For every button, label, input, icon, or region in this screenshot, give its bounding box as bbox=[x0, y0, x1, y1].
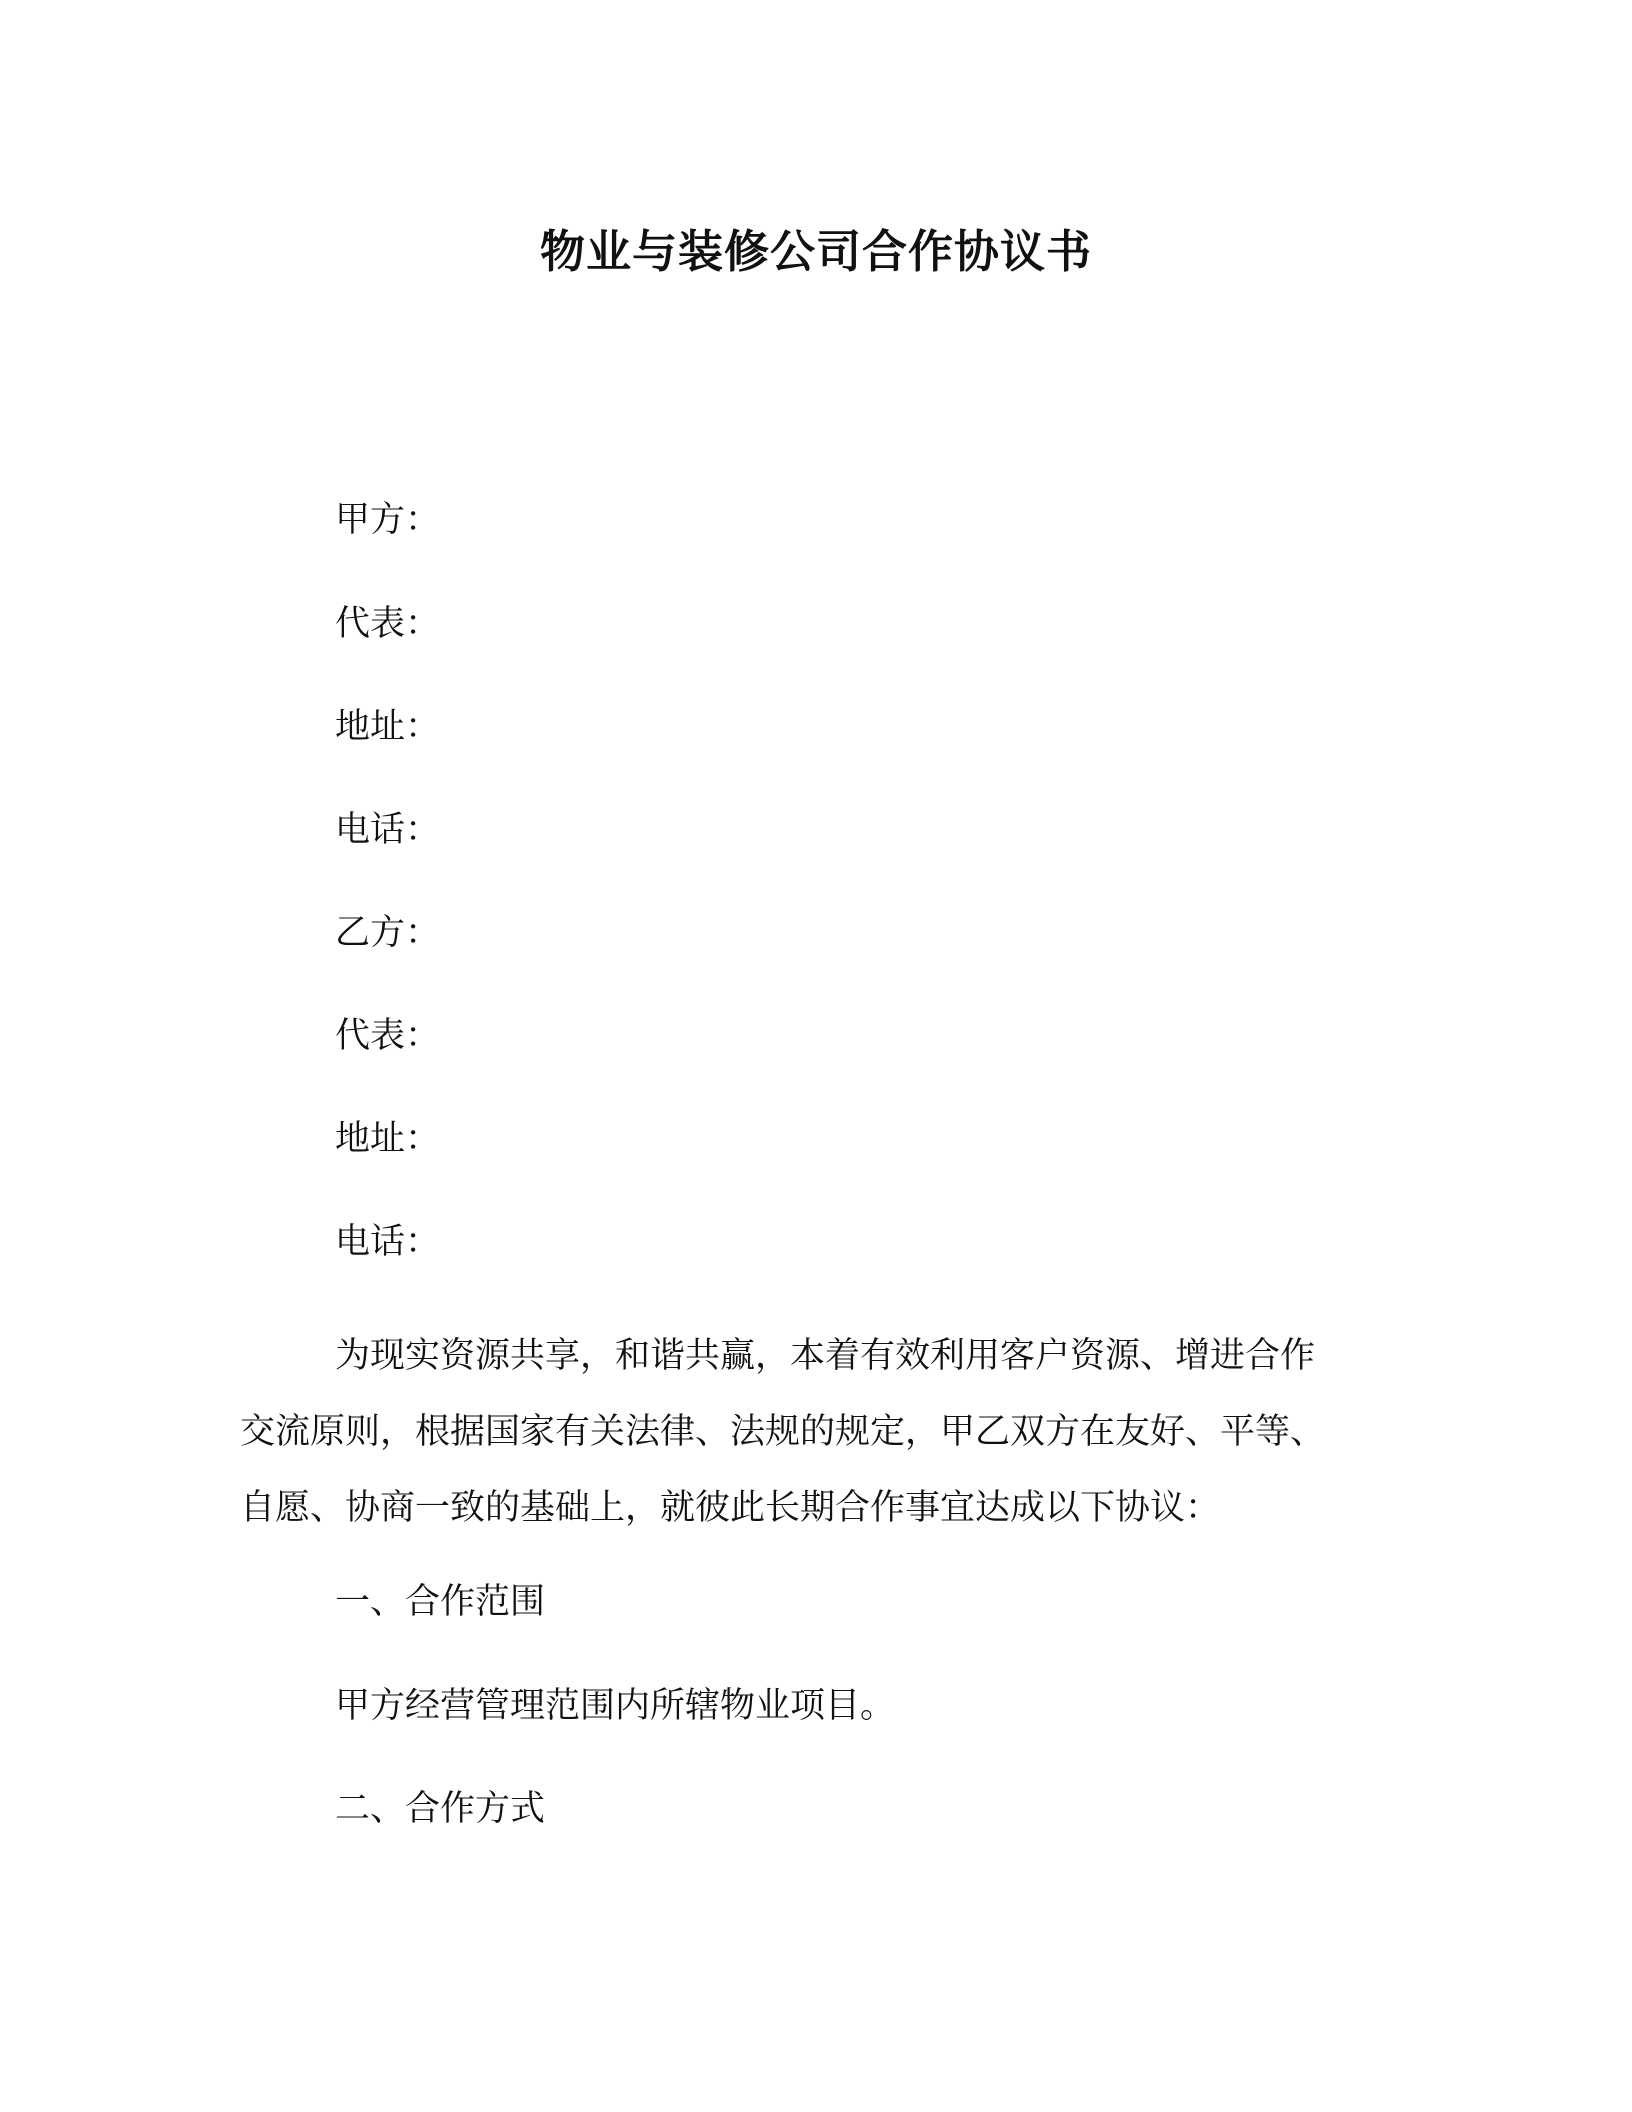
section-2-heading: 二、合作方式 bbox=[335, 1789, 546, 1829]
preamble-line: 为现实资源共享，和谐共赢，本着有效利用客户资源、增进合作 bbox=[335, 1336, 1316, 1376]
party-b-label: 乙方： bbox=[335, 913, 441, 953]
preamble-paragraph bbox=[240, 1318, 1380, 1546]
section-1-body: 甲方经营管理范围内所辖物业项目。 bbox=[335, 1686, 896, 1726]
section-1-heading: 一、合作范围 bbox=[335, 1582, 546, 1622]
party-b-rep-label: 代表： bbox=[335, 1016, 441, 1056]
party-a-label: 甲方： bbox=[335, 500, 441, 540]
party-a-phone-label: 电话： bbox=[335, 810, 441, 850]
party-a-address-label: 地址： bbox=[335, 707, 441, 747]
party-a-rep-label: 代表： bbox=[335, 604, 441, 644]
party-b-phone-label: 电话： bbox=[335, 1222, 441, 1262]
document-title: 物业与装修公司合作协议书 bbox=[539, 225, 1092, 278]
preamble-line: 交流原则，根据国家有关法律、法规的规定，甲乙双方在友好、平等、 bbox=[240, 1412, 1326, 1452]
preamble-line: 自愿、协商一致的基础上，就彼此长期合作事宜达成以下协议： bbox=[240, 1488, 1221, 1528]
party-b-address-label: 地址： bbox=[335, 1119, 441, 1159]
